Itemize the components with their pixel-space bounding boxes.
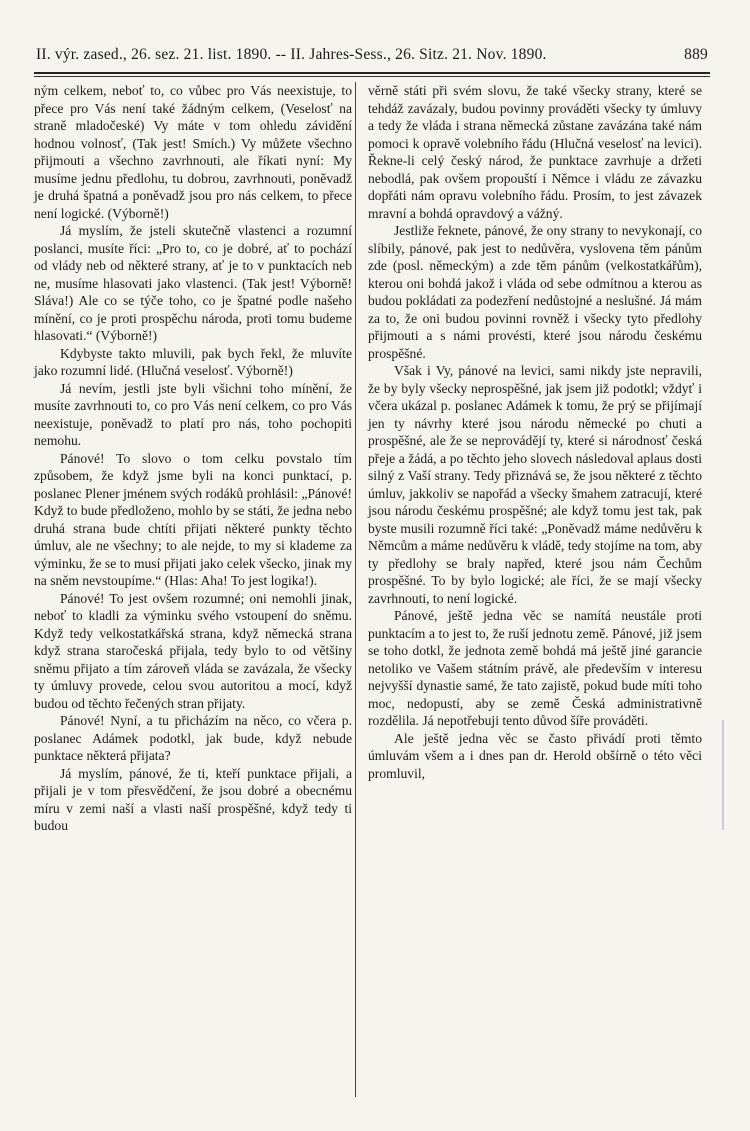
running-header — [36, 46, 708, 64]
right-column — [368, 82, 702, 782]
paragraph: Však i Vy, pánové na levici, sami nikdy jste nepravili, že by byly všecky neprospěšné, jak jsem již podotkl; vždyť i včera ukázal p. poslanec Adámek k tomu, že prý se přijímají jen ty návrhy které jsou národu německé po chuti a prospěšné, ale že se neprovádějí ty, které si národnosť česká přeje a žádá, a po těchto jeho slovech následoval aplaus dosti silný z Vaší strany. Tedy přiznává se, že jsou některé z těchto úmluv, jakkoliv se napořád a všecky šmahem zatracují, které jsou národu českému prospěšné; ale když tomu jest tak, pak byste musili rozumně říci také: „Poněvadž máme nedůvěru k Němcům a máme nedůvěru k vládě, tedy stojíme na tom, aby ty předlohy se braly napřed, které jsou nám Čechům prospěšné. To by bylo logické; ale říci, že se mají všecky zavrhnouti, to není logické. — [368, 363, 702, 606]
paragraph: Kdybyste takto mluvili, pak bych řekl, že mluvíte jako rozumní lidé. (Hlučná veselosť. Výborně!) — [34, 345, 352, 378]
paragraph: Já nevím, jestli jste byli všichni toho mínění, že musíte zavrhnouti to, co pro Vás není celkem, co pro Vás neexistuje, poněvadž to platí pro nás, toho pochopiti nemohu. — [34, 380, 352, 448]
paragraph: Pánové! To slovo o tom celku povstalo tím způsobem, že když jsme byli na konci punktací, p. poslanec Plener jménem svých rodáků prohlásil: „Pánové! Když to bude předloženo, mohlo by se státi, že jedna nebo druhá strana bude chtíti přijati některé punkty těchto úmluv, ale ne všechny; to ale nejde, to my si klademe za výminku, že se to musí přijati jako celek všecko, jinak my na sněm nevstoupíme.“ (Hlas: Aha! To jest logika!). — [34, 450, 352, 588]
paragraph: Já myslím, pánové, že ti, kteří punktace přijali, a přijali je v tom přesvědčení, že jsou dobré a obecnému míru v zemi naší a vlasti naší prospěšné, když tedy ti budou — [34, 765, 352, 833]
page-number: 889 — [684, 46, 708, 63]
left-column — [34, 82, 352, 835]
paragraph: ným celkem, neboť to, co vůbec pro Vás neexistuje, to přece pro Vás není také žádným celkem, (Veselosť na straně mladočeské) Vy máte v tom ohledu závidění hodnou volnosť, (Tak jest! Smích.) Vy můžete všechno přijmouti a všechno zavrhnouti, ale říkati nyní: My musíme jednu předlohu, tu dobrou, zavrhnouti, poněvadž je druhá špatná a poněvadž jsou pro nás celkem, to přece není logické. (Výborně!) — [34, 83, 352, 221]
margin-mark — [722, 720, 724, 830]
paragraph: věrně státi při svém slovu, že také všecky strany, které se tehdáž zavázaly, budou povinny prováděti všecky ty úmluvy a tedy že vláda i strana německá zůstane zavázána také nám pomoci k opravě volebního řádu (Hlučná veselosť na levici). Řekne-li celý český národ, že punktace zavrhuje a držeti nebodlá, pak ovšem propouští i Němce i vládu ze závazku dopřáti nám opravu volebního řádu. Prosím, to jest závazek mravní a bohdá opravdový a vážný. — [368, 83, 702, 221]
paragraph: Pánové! To jest ovšem rozumné; oni nemohli jinak, neboť to kladli za výminku svého vstoupení do sněmu. Když tedy velkostatkářská strana, když německá strana když strana staročeská přijala, tedy bylo to od většiny sněmu přijato a tím zároveň vláda se zavázala, že všecky ty úmluvy provede, celou svou autoritou a mocí, když budou od těchto řečených stran přijaty. — [34, 590, 352, 711]
column-divider — [355, 82, 356, 1097]
header-title: II. výr. zased., 26. sez. 21. list. 1890. -- II. Jahres-Sess., 26. Sitz. 21. Nov. 1890. — [36, 46, 547, 63]
paragraph: Jestliže řeknete, pánové, že ony strany to nevykonají, co slíbily, pánové, pak jest to nedůvěra, vyslovena těm pánům zde (posl. německým) a zde těm pánům (velkostatkářům), kterou oni bohdá jakož i vláda od sebe odmítnou a kterou as budou pokládati za podezření nedůstojné a neslušné. Já mám za to, že oni budou povinni rovněž i všecky tyto předlohy přijmouti a s námi provésti, které jsou národu českému prospěšné. — [368, 223, 702, 361]
paragraph: Pánové! Nyní, a tu přicházím na něco, co včera p. poslanec Adámek podotkl, jak bude, když nebude punktace některá přijata? — [34, 713, 352, 763]
header-rule — [34, 72, 710, 74]
header-rule-thin — [34, 76, 710, 77]
paragraph: Já myslím, že jsteli skutečně vlastenci a rozumní poslanci, musíte říci: „Pro to, co je dobré, ať to pochází od vlády neb od některé strany, ať je to v punktacích neb ne, musíme hlasovati jako vlastenci. (Tak jest! Výborně! Sláva!) Ale co se týče toho, co je špatné podle našeho mínění, co je proti prospěchu národa, proti tomu budeme hlasovati.“ (Výborně!) — [34, 223, 352, 343]
paragraph: Pánové, ještě jedna věc se namítá neustále proti punktacím a to jest to, že ruší jednotu země. Pánové, již jsem se toho dotkl, že jednota země bohdá má ještě jiné garancie netoliko ve Vašem státním právě, ale především v interesu nejvyšší dynastie samé, že tato zajistě, pokud bude míti toho moc, nedopustí, aby se země Česká administrativně rozdělila. Já nepotřebuji tento důvod šíře prováděti. — [368, 608, 702, 728]
paragraph: Ale ještě jedna věc se často přivádí proti těmto úmluvám všem a i dnes pan dr. Herold obšírně o této věci promluvil, — [368, 730, 702, 781]
